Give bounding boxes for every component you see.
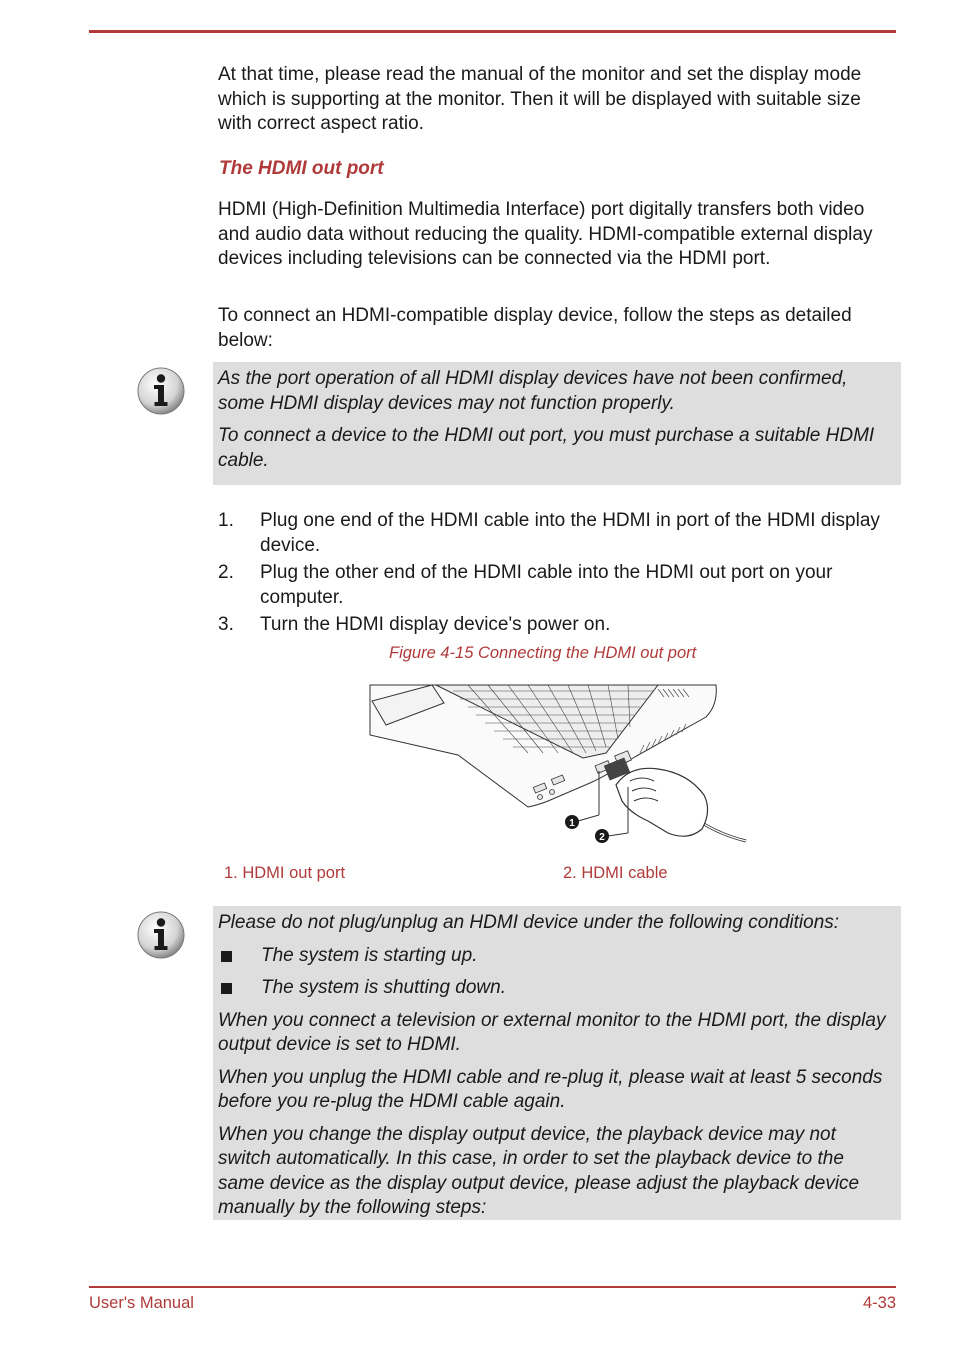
page-number: 4-33 bbox=[862, 1294, 896, 1312]
note-text: As the port operation of all HDMI display devices have not been confirmed, some HDMI display devices may not function properly. bbox=[218, 368, 848, 414]
info-icon bbox=[136, 366, 186, 416]
step-number: 1. bbox=[218, 510, 234, 531]
callout-1-label: 1 bbox=[569, 818, 575, 829]
info-icon bbox=[136, 910, 186, 960]
note-text: To connect a device to the HDMI out port, you must purchase a suitable HDMI cable. bbox=[218, 425, 875, 471]
bullet-text: The system is shutting down. bbox=[261, 977, 506, 998]
connect-intro: To connect an HDMI-compatible display device, follow the steps as detailed below: bbox=[218, 305, 852, 351]
step-number: 2. bbox=[218, 562, 234, 583]
header-rule bbox=[89, 30, 896, 33]
step-number: 3. bbox=[218, 614, 234, 635]
bullet-square-icon bbox=[221, 983, 232, 994]
section-heading: The HDMI out port bbox=[219, 158, 384, 179]
laptop-hdmi-illustration bbox=[368, 683, 748, 853]
list-item bbox=[218, 976, 893, 1001]
list-item bbox=[218, 612, 898, 637]
callout-2-label: 2 bbox=[599, 832, 605, 843]
bullet-square-icon bbox=[221, 951, 232, 962]
note-text: When you change the display output device, the playback device may not switch automatically. In this case, in order to set the playback device to the same device as the display output device, please adjust the playback device manually by the following steps: bbox=[218, 1123, 860, 1218]
note-text: Please do not plug/unplug an HDMI device under the following conditions: bbox=[218, 912, 840, 933]
bullet-text: The system is starting up. bbox=[261, 944, 478, 966]
footer-title: User's Manual bbox=[89, 1294, 194, 1312]
figure-legend-2: 2. HDMI cable bbox=[563, 864, 668, 882]
note-box-plug-conditions bbox=[213, 906, 901, 1220]
step-text: Turn the HDMI display device's power on. bbox=[260, 614, 611, 635]
hdmi-description: HDMI (High-Definition Multimedia Interface) port digitally transfers both video and audio data without reducing the quality. HDMI-compatible external display devices including televisions can be connected via the HDMI port. bbox=[218, 199, 873, 269]
list-item bbox=[218, 560, 898, 610]
steps-list bbox=[218, 508, 898, 639]
list-item bbox=[218, 944, 893, 969]
note-text: When you connect a television or external monitor to the HDMI port, the display output device is set to HDMI. bbox=[218, 1009, 886, 1055]
step-text: Plug the other end of the HDMI cable into the HDMI out port on your computer. bbox=[260, 562, 833, 608]
step-text: Plug one end of the HDMI cable into the HDMI in port of the HDMI display device. bbox=[260, 510, 880, 556]
note-box-hdmi-compatibility bbox=[213, 362, 901, 485]
list-item bbox=[218, 508, 898, 558]
note-text: When you unplug the HDMI cable and re-plug it, please wait at least 5 seconds before you re-plug the HDMI cable again. bbox=[218, 1066, 883, 1112]
figure-legend-1: 1. HDMI out port bbox=[224, 864, 346, 882]
intro-paragraph: At that time, please read the manual of the monitor and set the display mode which is supporting at the monitor. Then it will be displayed with suitable size with correct aspect ratio. bbox=[218, 64, 862, 134]
figure-caption: Figure 4-15 Connecting the HDMI out port bbox=[389, 644, 697, 662]
footer-rule bbox=[89, 1286, 896, 1288]
